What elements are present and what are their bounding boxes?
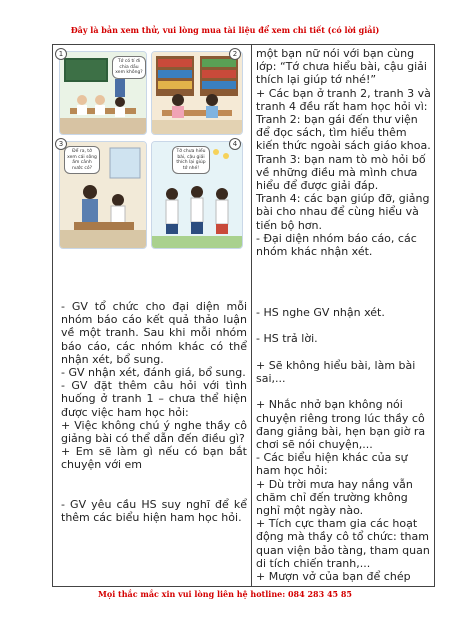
preview-banner: Đây là bản xem thử, vui lòng mua tài liệu để xem chi tiết (có lời giải): [70, 25, 380, 35]
right-answer-6: + Dù trời mưa hay nắng vẫn chăm chỉ đến trường không nghỉ một ngày nào.: [256, 477, 413, 517]
right-answer-7: + Tích cực tham gia các hoạt động mà thầy cô tổ chức: tham quan viện bảo tàng, tham quan di tích chiến tranh,...: [256, 517, 430, 570]
panel-3-home: [59, 141, 147, 249]
left-paragraph-1: - GV tổ chức cho đại diện mỗi nhóm báo cáo kết quả thảo luận về một tranh. Sau khi mỗi nhóm báo cáo, các nhóm khác có thể nhận xét, bổ sung.: [61, 300, 247, 366]
right-answer-2: - HS trả lời.: [256, 332, 318, 346]
panel-3-speech-bubble: Để ra, tớ xem cái sông ấm cảnh nước có?: [64, 146, 100, 174]
right-paragraph-4: Tranh 3: bạn nam tò mò hỏi bố về những điều mà mình chưa hiểu để được giải đáp.: [256, 152, 426, 193]
right-answer-8: + Mượn vở của bạn để chép: [256, 570, 411, 584]
panel-4-number: 4: [229, 138, 241, 150]
right-paragraph-2: + Các bạn ở tranh 2, tranh 3 và tranh 4 đều rất ham học hỏi vì:: [256, 86, 431, 113]
panel-3-number: 3: [55, 138, 67, 150]
panel-1-number: 1: [55, 48, 67, 60]
right-paragraph-5: Tranh 4: các bạn giúp đỡ, giảng bài cho nhau để cùng hiểu và tiến bộ hơn.: [256, 192, 430, 232]
lesson-illustration: [59, 51, 243, 251]
panel-4-speech-bubble: Tớ chưa hiểu bài, cậu giải thích lại giúp tớ nhé!: [172, 146, 210, 174]
left-paragraph-2: - GV nhận xét, đánh giá, bổ sung.: [61, 366, 246, 380]
teacher-activities: [61, 300, 247, 524]
panel-1-speech-bubble: Tớ có tí đi chia dầu xem không?: [112, 56, 146, 79]
left-paragraph-3: - GV đặt thêm câu hỏi với tình huống ở tranh 1 – chưa thể hiện được việc ham học hỏi:: [61, 379, 247, 419]
panel-2-library: [151, 51, 243, 135]
right-answer-1: - HS nghe GV nhận xét.: [256, 306, 385, 319]
student-activities-top: [256, 47, 432, 258]
right-paragraph-6: - Đại diện nhóm báo cáo, các nhóm khác nhận xét.: [256, 231, 417, 259]
student-activities-bottom: [256, 306, 432, 583]
right-answer-4: + Nhắc nhở bạn không nói chuyện riêng trong lúc thầy cô đang giảng bài, hẹn bạn giờ ra chơi sẽ nói chuyện,...: [256, 398, 426, 451]
left-paragraph-6: - GV yêu cầu HS suy nghĩ để kể thêm các biểu hiện ham học hỏi.: [61, 498, 247, 525]
panel-1-classroom: [59, 51, 147, 135]
panel-4-friends: [151, 141, 243, 249]
left-paragraph-4: + Việc không chú ý nghe thầy cô giảng bài có thể dẫn đến điều gì?: [61, 418, 247, 446]
column-divider: [251, 45, 252, 586]
right-answer-3: + Sẽ không hiểu bài, làm bài sai,...: [256, 358, 416, 385]
hotline-banner: Mọi thắc mắc xin vui lòng liên hệ hotline: 084 283 45 85: [98, 589, 352, 599]
right-paragraph-3: Tranh 2: bạn gái đến thư viện để đọc sách, tìm hiểu thêm kiến thức ngoài sách giáo khoa.: [256, 113, 431, 153]
left-paragraph-5: + Em sẽ làm gì nếu có bạn bắt chuyện với em: [61, 445, 247, 472]
right-paragraph-1: một bạn nữ nói với bạn cùng lớp: “Tớ chưa hiểu bài, cậu giải thích lại giúp tớ nhé!”: [256, 47, 427, 87]
lesson-table: [52, 44, 435, 587]
panel-2-number: 2: [229, 48, 241, 60]
right-answer-5: - Các biểu hiện khác của sự ham học hỏi:: [256, 451, 408, 478]
